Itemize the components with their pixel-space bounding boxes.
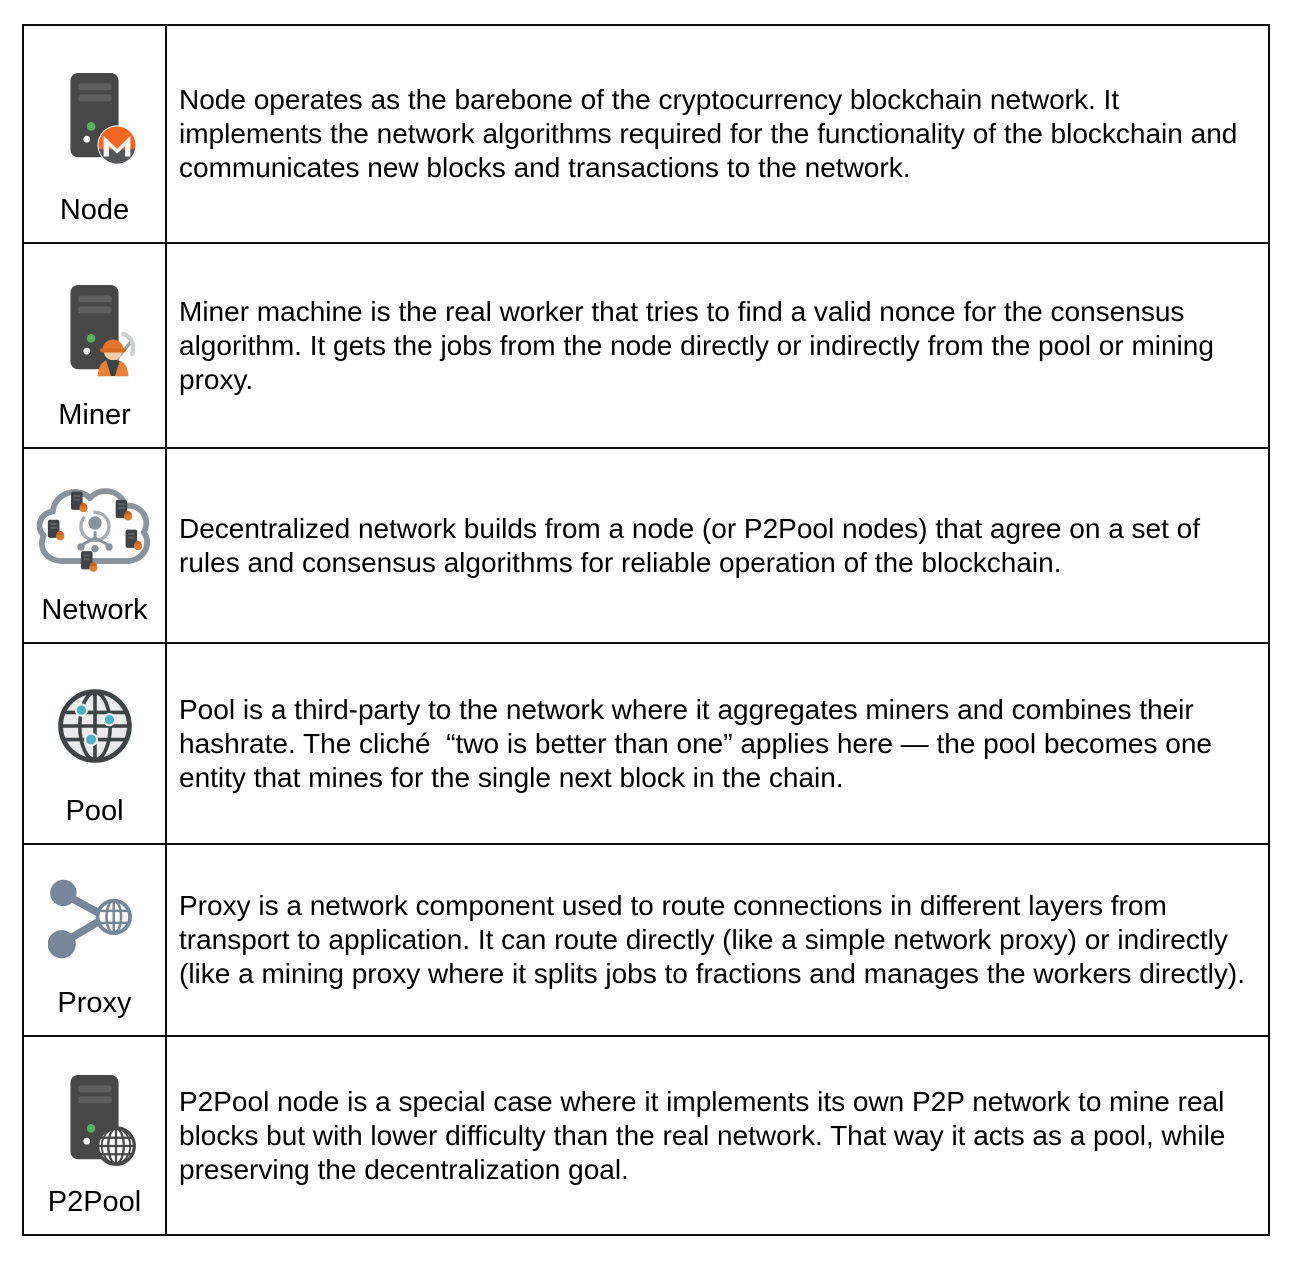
pool-description: Pool is a third-party to the network where it aggregates miners and combines their hashrate. The cliché “two is better than one” applies here — the pool becomes one entity that mines for the single next block in the chain.: [179, 693, 1220, 793]
pool-description-cell: [167, 644, 1268, 843]
proxy-description-cell: [167, 845, 1268, 1035]
cloud-network-icon: [33, 478, 157, 578]
globe-pool-icon: [55, 686, 135, 766]
p2pool-description-cell: [167, 1037, 1268, 1234]
monero-logo-icon: [96, 124, 138, 166]
miner-description-cell: [167, 244, 1268, 447]
table-row-pool: [24, 642, 1268, 843]
server-miner-icon: [67, 282, 122, 374]
term-label-network: Network: [41, 594, 148, 626]
table-row-node: [24, 26, 1268, 242]
node-icon-cell: [24, 26, 167, 242]
network-description-cell: [167, 449, 1268, 642]
network-icon-cell: [24, 449, 167, 642]
term-label-miner: Miner: [58, 399, 131, 431]
term-label-node: Node: [59, 194, 130, 226]
p2pool-description: P2Pool node is a special case where it implements its own P2P network to mine real blocks but with lower difficulty than the real network. That way it acts as a pool, while preserving the decentralization goal.: [179, 1085, 1234, 1185]
node-description-cell: [167, 26, 1268, 242]
miner-description: Miner machine is the real worker that tries to find a valid nonce for the consensus algorithm. It gets the jobs from the node directly or indirectly from the pool or mining proxy.: [179, 295, 1222, 395]
term-label-pool: Pool: [65, 795, 124, 827]
table-row-proxy: [24, 843, 1268, 1035]
term-label-proxy: Proxy: [57, 987, 132, 1019]
proxy-icon-cell: [24, 845, 167, 1035]
term-label-p2pool: P2Pool: [47, 1186, 142, 1218]
proxy-description: Proxy is a network component used to route connections in different layers from transport to application. It can route directly (like a simple network proxy) or indirectly (like a mining proxy where it splits jobs to fractions and manages the workers directly).: [179, 890, 1245, 989]
server-monero-icon: [67, 70, 122, 162]
glossary-table: [22, 24, 1270, 1236]
table-row-network: [24, 447, 1268, 642]
pool-icon-cell: [24, 644, 167, 843]
node-description: Node operates as the barebone of the cryptocurrency blockchain network. It implements the network algorithms required for the functionality of the blockchain and communicates new blocks and transactions to the network.: [179, 84, 1246, 183]
share-globe-icon: [48, 878, 142, 966]
server-globe-icon: [67, 1072, 122, 1164]
p2pool-icon-cell: [24, 1037, 167, 1234]
wireframe-globe-icon: [94, 1124, 138, 1168]
table-row-p2pool: [24, 1035, 1268, 1234]
table-row-miner: [24, 242, 1268, 447]
network-description: Decentralized network builds from a node (or P2Pool nodes) that agree on a set of rules and consensus algorithms for reliable operation of the blockchain.: [179, 512, 1208, 578]
miner-icon-cell: [24, 244, 167, 447]
miner-worker-icon: [88, 328, 138, 378]
